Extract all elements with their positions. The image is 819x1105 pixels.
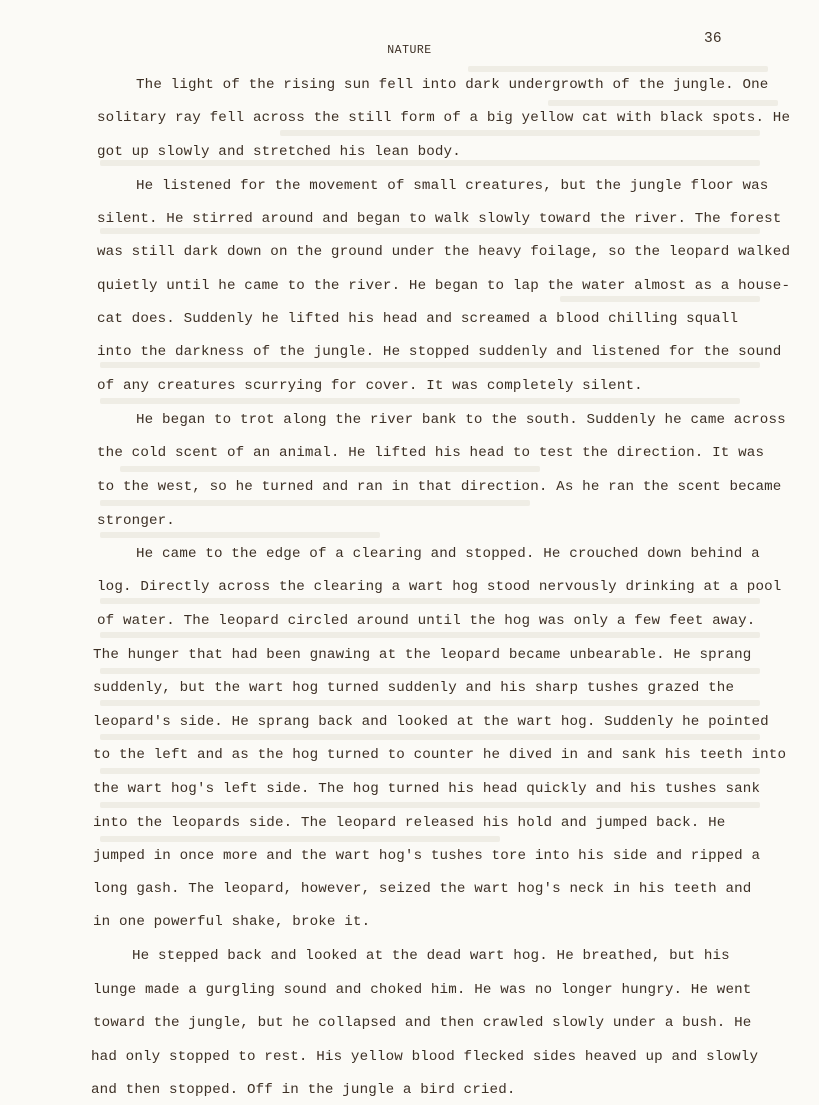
text-line: log. Directly across the clearing a wart hog stood nervously drinking at a pool	[97, 579, 782, 595]
text-line: The light of the rising sun fell into dark undergrowth of the jungle. One	[136, 77, 769, 93]
text-line: and then stopped. Off in the jungle a bird cried.	[91, 1082, 516, 1098]
text-line: the cold scent of an animal. He lifted his head to test the direction. It was	[97, 445, 765, 461]
text-line: was still dark down on the ground under the heavy foilage, so the leopard walked	[97, 244, 791, 260]
text-line: had only stopped to rest. His yellow blood flecked sides heaved up and slowly	[91, 1049, 759, 1065]
text-line: solitary ray fell across the still form of a big yellow cat with black spots. He	[97, 110, 791, 126]
text-line: He listened for the movement of small creatures, but the jungle floor was	[136, 178, 769, 194]
text-line: stronger.	[97, 513, 175, 529]
text-line: in one powerful shake, broke it.	[93, 914, 371, 930]
text-line: suddenly, but the wart hog turned suddenly and his sharp tushes grazed the	[93, 680, 735, 696]
text-line: toward the jungle, but he collapsed and then crawled slowly under a bush. He	[93, 1015, 752, 1031]
text-line: to the west, so he turned and ran in that direction. As he ran the scent became	[97, 479, 782, 495]
text-line: lunge made a gurgling sound and choked him. He was no longer hungry. He went	[93, 982, 752, 998]
text-line: He began to trot along the river bank to the south. Suddenly he came across	[136, 412, 786, 428]
text-line: into the leopards side. The leopard released his hold and jumped back. He	[93, 815, 726, 831]
text-line: got up slowly and stretched his lean body.	[97, 144, 461, 160]
text-line: the wart hog's left side. The hog turned his head quickly and his tushes sank	[93, 781, 761, 797]
text-line: cat does. Suddenly he lifted his head and screamed a blood chilling squall	[97, 311, 739, 327]
text-line: He came to the edge of a clearing and stopped. He crouched down behind a	[136, 546, 760, 562]
text-line: to the left and as the hog turned to counter he dived in and sank his teeth into	[93, 747, 787, 763]
text-line: into the darkness of the jungle. He stopped suddenly and listened for the sound	[97, 344, 782, 360]
text-line: jumped in once more and the wart hog's tushes tore into his side and ripped a	[93, 848, 761, 864]
text-line: quietly until he came to the river. He began to lap the water almost as a house-	[97, 278, 791, 294]
text-line: The hunger that had been gnawing at the leopard became unbearable. He sprang	[93, 647, 752, 663]
text-line: of any creatures scurrying for cover. It was completely silent.	[97, 378, 643, 394]
text-line: of water. The leopard circled around until the hog was only a few feet away.	[97, 613, 756, 629]
page-heading: NATURE	[387, 44, 432, 57]
text-line: leopard's side. He sprang back and looked at the wart hog. Suddenly he pointed	[93, 714, 769, 730]
text-line: silent. He stirred around and began to walk slowly toward the river. The forest	[97, 211, 782, 227]
text-line: long gash. The leopard, however, seized the wart hog's neck in his teeth and	[93, 881, 752, 897]
page-number: 36	[704, 31, 722, 47]
text-line: He stepped back and looked at the dead wart hog. He breathed, but his	[132, 948, 730, 964]
